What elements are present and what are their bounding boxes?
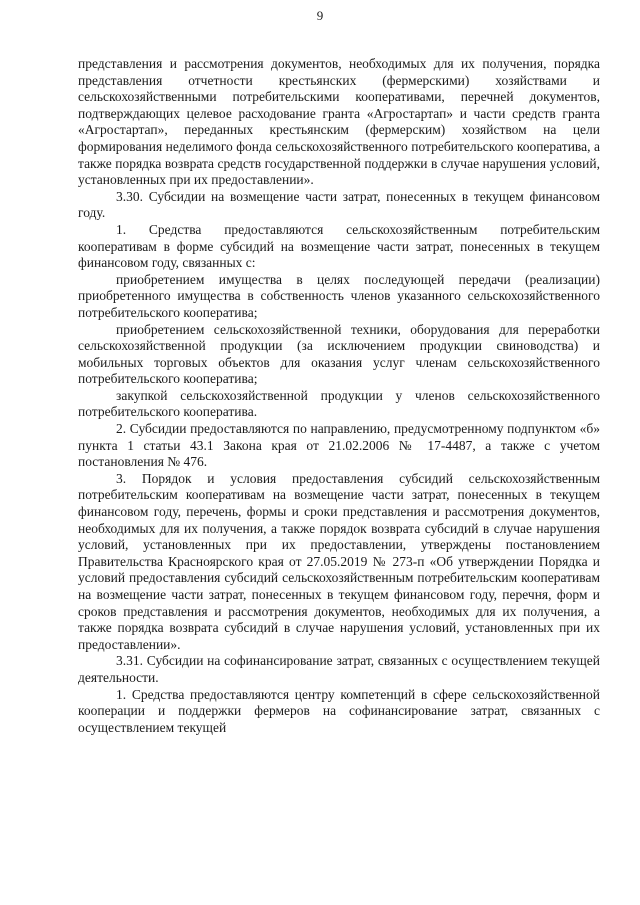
section-heading-3-31: 3.31. Субсидии на софинансирование затрат, связанных с осуществлением текущей деятельности. [78, 653, 600, 685]
paragraph: 1. Средства предоставляются центру компетенций в сфере сельскохозяйственной кооперации и поддержки фермеров на софинансирование затрат, связанных с осуществлением текущей [78, 686, 600, 735]
paragraph: представления и рассмотрения документов, необходимых для их получения, порядка представления отчетности крестьянских (фермерскими) хозяйствами и сельскохозяйственными потребительскими кооперативами, перечней документов, подтверждающих целевое расходование гранта «Агростартап» и части средств гранта «Агростартап», переданных крестьянским (фермерским) хозяйством на цели формирования неделимого фонда сельскохозяйственного потребительского кооператива, а также порядка возврата средств государственной поддержки в случае нарушения условий, установленных при их предоставлении». [78, 56, 600, 188]
page-number: 9 [316, 8, 324, 23]
list-item: приобретением имущества в целях последующей передачи (реализации) приобретенного имущества в собственность членов указанного сельскохозяйственного потребительского кооператива; [78, 271, 600, 320]
list-item: приобретением сельскохозяйственной техники, оборудования для переработки сельскохозяйственной продукции (за исключением продукции свиноводства) и мобильных торговых объектов для оказания услуг членам сельскохозяйственного потребительского кооператива; [78, 321, 600, 387]
paragraph: 2. Субсидии предоставляются по направлению, предусмотренному подпунктом «б» пункта 1 статьи 43.1 Закона края от 21.02.2006 № 17-4487, а также с учетом постановления № 476. [78, 421, 600, 470]
document-body [78, 56, 600, 736]
paragraph: 3. Порядок и условия предоставления субсидий сельскохозяйственным потребительским кооперативам на возмещение части затрат, понесенных в текущем финансовом году, перечень, формы и сроки представления и рассмотрения документов, необходимых для их получения, а также порядок возврата субсидий в случае нарушения условий, установленных при их предоставлении, утверждены постановлением Правительства Красноярского края от 27.05.2019 № 273-п «Об утверждении Порядка и условий предоставления субсидий сельскохозяйственным потребительским кооперативам на возмещение части затрат, понесенных в текущем финансовом году, перечня, форм и сроков представления и рассмотрения документов, необходимых для их получения, а также порядка возврата субсидий в случае нарушения условий, установленных при их предоставлении». [78, 470, 600, 652]
section-heading-3-30: 3.30. Субсидии на возмещение части затрат, понесенных в текущем финансовом году. [78, 188, 600, 221]
list-item: закупкой сельскохозяйственной продукции у членов сельскохозяйственного потребительского кооператива. [78, 387, 600, 420]
paragraph: 1. Средства предоставляются сельскохозяйственным потребительским кооперативам в форме субсидий на возмещение части затрат, понесенных в текущем финансовом году, связанных с: [78, 221, 600, 271]
